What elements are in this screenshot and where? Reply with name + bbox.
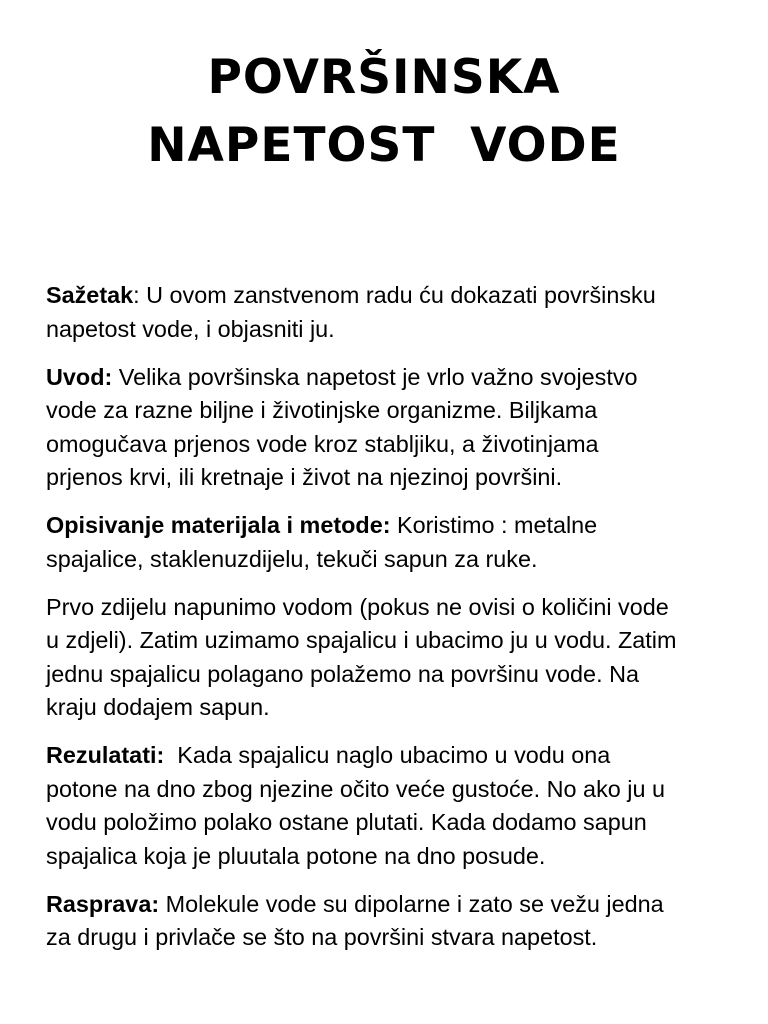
title-line-2: NAPETOST VODE	[147, 118, 621, 173]
section-text: : U ovom zanstvenom radu ću dokazati površinsku	[133, 282, 656, 308]
title-line-1: POVRŠINSKA	[207, 50, 561, 105]
document-body	[46, 279, 736, 969]
text-line	[46, 361, 736, 395]
section-label: Rezulatati:	[46, 742, 165, 768]
section-uvod	[46, 361, 736, 495]
text-line: potone na dno zbog njezine očito veće gustoće. No ako ju u	[46, 775, 665, 802]
section-sazetak	[46, 279, 736, 346]
text-line: spajalice, staklenuzdijelu, tekuči sapun za ruke.	[46, 545, 538, 572]
text-line: napetost vode, i objasniti ju.	[46, 315, 335, 342]
section-text: Molekule vode su dipolarne i zato se vežu jedna	[159, 890, 664, 917]
text-line: jednu spajalicu polagano polažemo na površinu vode. Na	[46, 660, 639, 687]
text-line: za drugu i privlače se što na površini stvara napetost.	[46, 924, 598, 950]
section-label: Opisivanje materijala i metode:	[46, 512, 391, 538]
section-text: Velika površinska napetost je vrlo važno svojestvo	[112, 363, 638, 390]
text-line	[46, 509, 736, 543]
text-line: spajalica koja je pluutala potone na dno posude.	[46, 842, 546, 869]
document-title	[0, 44, 768, 180]
section-text: Kada spajalicu naglo ubacimo u vodu ona	[164, 742, 611, 768]
section-postupak	[46, 591, 736, 725]
text-line: kraju dodajem sapun.	[46, 694, 270, 720]
section-materijali-metode	[46, 509, 736, 576]
text-line: Prvo zdijelu napunimo vodom (pokus ne ovisi o količini vode	[46, 593, 669, 620]
text-line: omogučava prjenos vode kroz stabljiku, a životinjama	[46, 430, 599, 457]
section-label: Sažetak	[46, 282, 134, 308]
text-line	[46, 888, 736, 922]
section-label: Uvod:	[46, 363, 113, 390]
section-rasprava	[46, 888, 736, 955]
section-rezultati	[46, 739, 736, 873]
text-line: prjenos krvi, ili kretnaje i život na njezinoj površini.	[46, 464, 563, 490]
text-line: vode za razne biljne i životinjske organizme. Biljkama	[46, 397, 598, 423]
text-line: vodu položimo polako ostane plutati. Kada dodamo sapun	[46, 809, 647, 835]
text-line	[46, 279, 736, 313]
text-line	[46, 739, 736, 773]
text-line: u zdjeli). Zatim uzimamo spajalicu i ubacimo ju u vodu. Zatim	[46, 627, 677, 653]
section-label: Rasprava:	[46, 890, 160, 917]
section-text: Koristimo : metalne	[390, 512, 598, 538]
